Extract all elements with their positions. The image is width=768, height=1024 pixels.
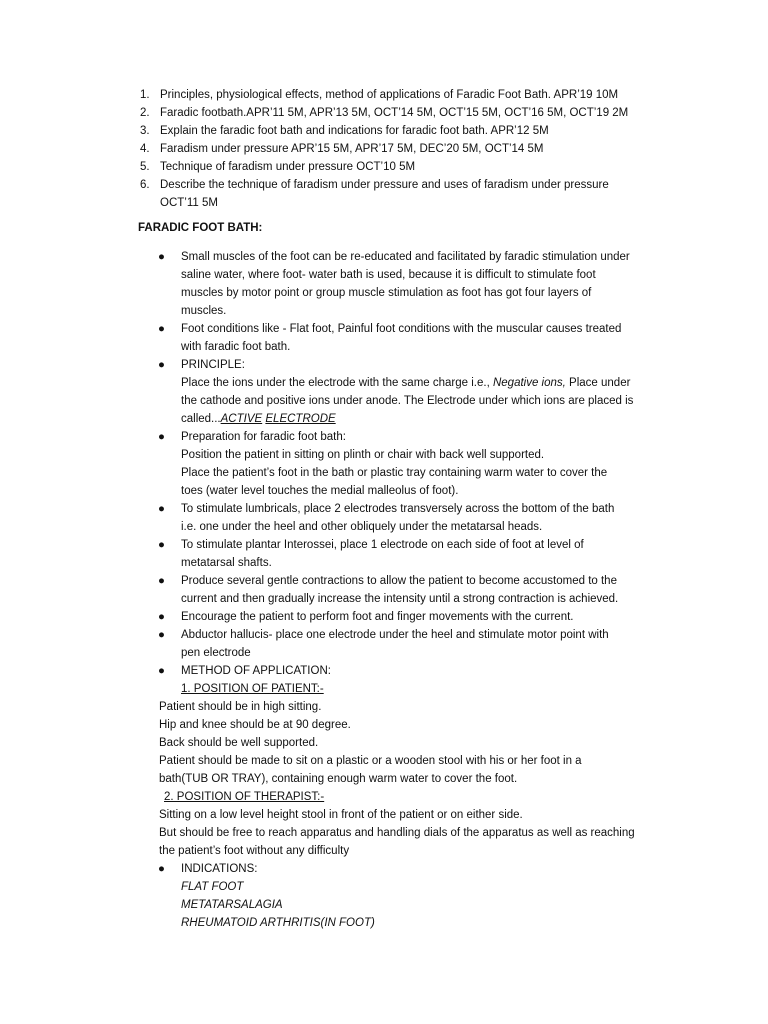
text-line: But should be free to reach apparatus and handling dials of the apparatus as well as reaching xyxy=(159,827,635,839)
text-line: Position the patient in sitting on plinth or chair with back well supported. xyxy=(181,449,545,461)
text-line: Place the ions under the electrode with the same charge i.e., Negative ions, Place under xyxy=(181,377,631,389)
question-2: 2. Faradic footbath.APR’11 5M, APR’13 5M, OCT’14 5M, OCT’15 5M, OCT’16 5M, OCT’19 2M xyxy=(140,107,629,119)
method-title: METHOD OF APPLICATION: xyxy=(181,665,331,677)
question-3: 3. Explain the faradic foot bath and indications for faradic foot bath. APR’12 5M xyxy=(140,125,549,137)
text-line: muscles by motor point or group muscle stimulation as foot has got four layers of xyxy=(181,287,592,299)
question-5: 5. Technique of faradism under pressure OCT’10 5M xyxy=(140,161,416,173)
bullet: ● xyxy=(158,611,165,623)
text-line: bath(TUB OR TRAY), containing enough warm water to cover the foot. xyxy=(159,773,518,785)
text-line: toes (water level touches the medial malleolus of foot). xyxy=(181,485,459,497)
bullet: ● xyxy=(158,503,165,515)
text-line: Foot conditions like - Flat foot, Painful foot conditions with the muscular causes treated xyxy=(181,323,622,335)
text-line: Small muscles of the foot can be re-educated and facilitated by faradic stimulation under xyxy=(181,251,630,263)
position-patient-title: 1. POSITION OF PATIENT:- xyxy=(181,683,324,695)
bullet: ● xyxy=(158,575,165,587)
text-line: i.e. one under the heel and other obliquely under the metatarsal heads. xyxy=(181,521,543,533)
text-line: the cathode and positive ions under anode. The Electrode under which ions are placed is xyxy=(181,395,634,407)
principle-title: PRINCIPLE: xyxy=(181,359,245,371)
text-line: the patient’s foot without any difficulty xyxy=(159,845,350,857)
section-heading: FARADIC FOOT BATH: xyxy=(138,222,263,234)
text-line: muscles. xyxy=(181,305,227,317)
bullet: ● xyxy=(158,323,165,335)
bullet: ● xyxy=(158,431,165,443)
text-line: called...ACTIVE ELECTRODE xyxy=(181,413,336,425)
text-line: pen electrode xyxy=(181,647,251,659)
text-line: Patient should be in high sitting. xyxy=(159,701,322,713)
question-1: 1. Principles, physiological effects, method of applications of Faradic Foot Bath. APR’19 10M xyxy=(140,89,619,101)
question-6: 6. Describe the technique of faradism under pressure and uses of faradism under pressure xyxy=(140,179,609,191)
bullet: ● xyxy=(158,665,165,677)
indication-item: RHEUMATOID ARTHRITIS(IN FOOT) xyxy=(181,917,375,929)
text-line: metatarsal shafts. xyxy=(181,557,272,569)
text-line: saline water, where foot- water bath is used, because it is difficult to stimulate foot xyxy=(181,269,596,281)
text-line: Patient should be made to sit on a plastic or a wooden stool with his or her foot in a xyxy=(159,755,582,767)
text-line: current and then gradually increase the intensity until a strong contraction is achieved. xyxy=(181,593,619,605)
bullet: ● xyxy=(158,251,165,263)
text-line: Back should be well supported. xyxy=(159,737,319,749)
bullet: ● xyxy=(158,539,165,551)
question-4: 4. Faradism under pressure APR’15 5M, APR’17 5M, DEC’20 5M, OCT’14 5M xyxy=(140,143,544,155)
text-line: Place the patient’s foot in the bath or plastic tray containing warm water to cover the xyxy=(181,467,608,479)
text-line: Preparation for faradic foot bath: xyxy=(181,431,346,443)
indication-item: METATARSALAGIA xyxy=(181,899,283,911)
text-line: To stimulate plantar Interossei, place 1 electrode on each side of foot at level of xyxy=(181,539,584,551)
text-line: with faradic foot bath. xyxy=(181,341,291,353)
position-therapist-title: 2. POSITION OF THERAPIST:- xyxy=(164,791,325,803)
question-6-cont: OCT’11 5M xyxy=(160,197,218,209)
text-line: Abductor hallucis- place one electrode under the heel and stimulate motor point with xyxy=(181,629,609,641)
bullet: ● xyxy=(158,863,165,875)
indications-title: INDICATIONS: xyxy=(181,863,258,875)
text-line: Produce several gentle contractions to allow the patient to become accustomed to the xyxy=(181,575,617,587)
text-line: Encourage the patient to perform foot and finger movements with the current. xyxy=(181,611,574,623)
bullet: ● xyxy=(158,359,165,371)
text-line: Sitting on a low level height stool in front of the patient or on either side. xyxy=(159,809,523,821)
indication-item: FLAT FOOT xyxy=(181,881,244,893)
text-line: Hip and knee should be at 90 degree. xyxy=(159,719,351,731)
text-line: To stimulate lumbricals, place 2 electrodes transversely across the bottom of the bath xyxy=(181,503,615,515)
bullet: ● xyxy=(158,629,165,641)
